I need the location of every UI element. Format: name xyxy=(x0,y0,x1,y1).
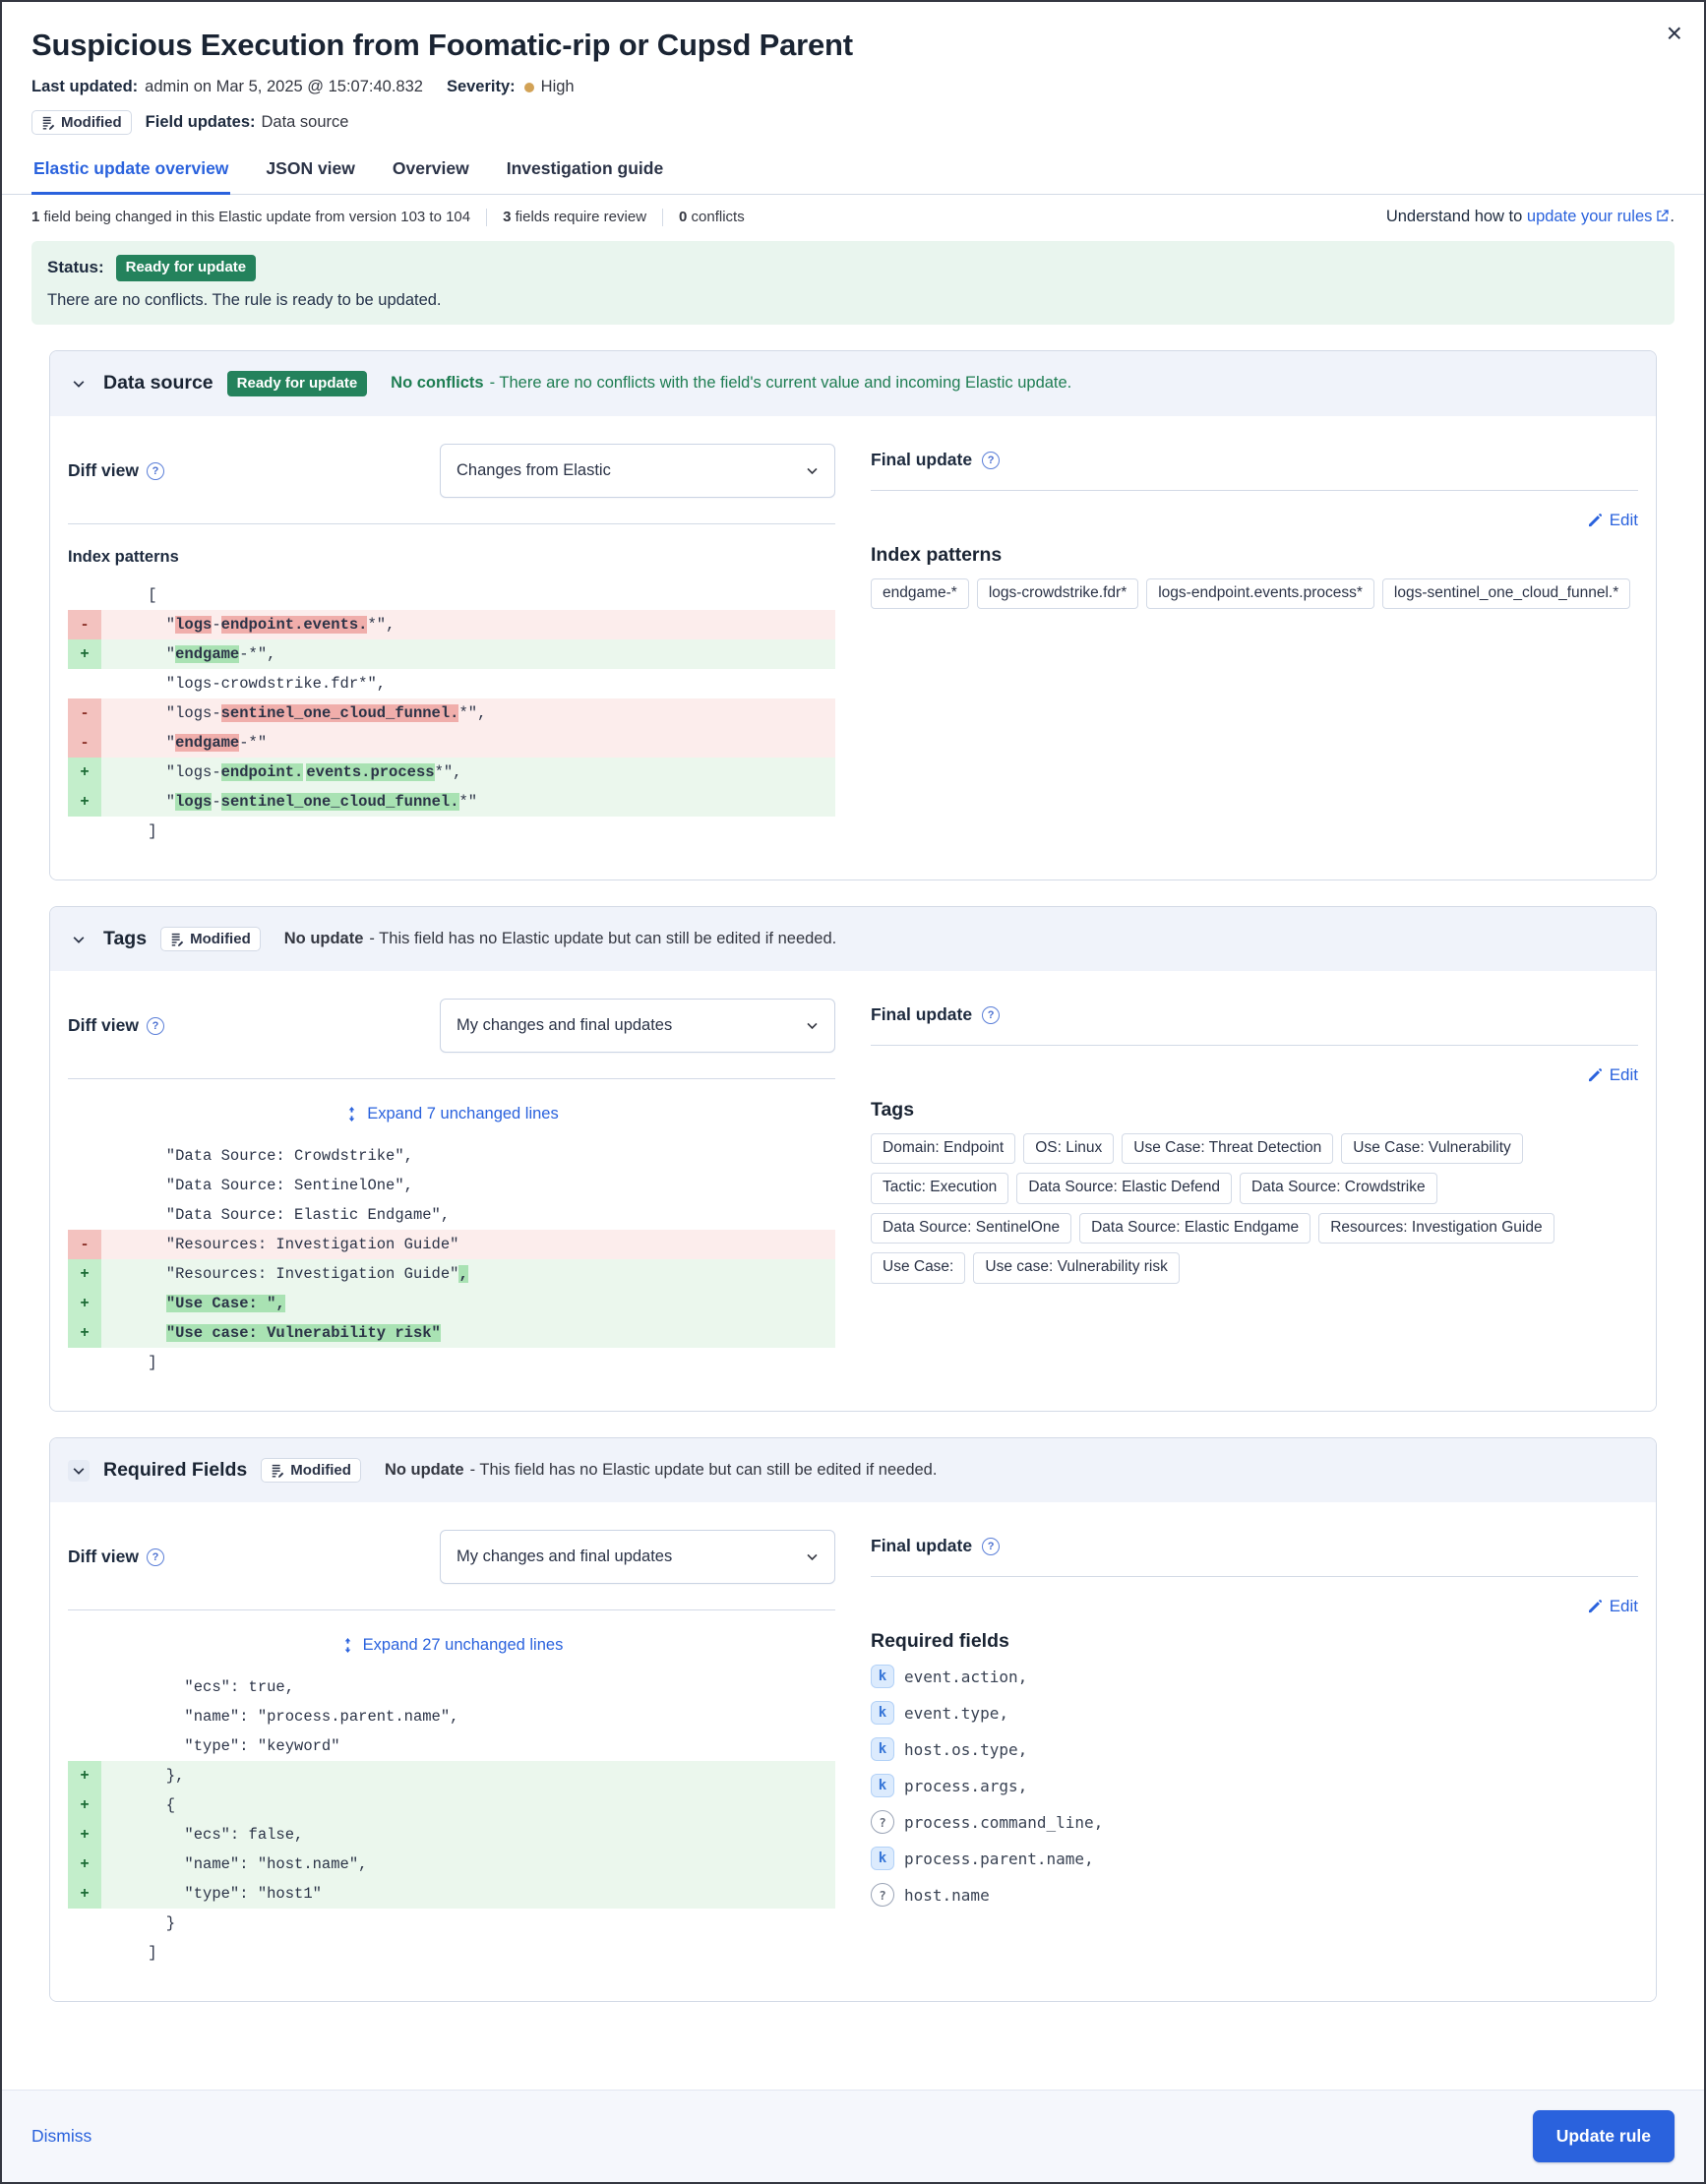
required-field-row xyxy=(871,1701,1638,1725)
understand-text: Understand how to update your rules . xyxy=(1385,208,1675,225)
status-callout xyxy=(31,241,1675,325)
chevron-down-icon[interactable] xyxy=(68,929,90,950)
section-status-text: No conflicts - There are no conflicts with the field's current value and incoming Elastic update. xyxy=(391,374,1072,393)
modified-icon xyxy=(41,116,55,130)
added-line-gutter: + xyxy=(68,1761,101,1790)
added-line-gutter: + xyxy=(68,758,101,787)
required-field-name: event.type, xyxy=(904,1703,1008,1723)
required-field-name: event.action, xyxy=(904,1667,1028,1686)
required-fields-list xyxy=(871,1665,1638,1907)
field-sections xyxy=(2,350,1704,2029)
divider xyxy=(68,1078,835,1079)
ready-for-update-badge: Ready for update xyxy=(227,371,368,397)
final-update-label: Final update ? xyxy=(871,999,1638,1046)
required-field-row xyxy=(871,1665,1638,1688)
final-update-label: Final update ? xyxy=(871,1530,1638,1577)
keyword-type-icon: k xyxy=(871,1665,894,1688)
index-patterns-badges xyxy=(871,578,1638,609)
close-icon[interactable]: × xyxy=(1661,14,1688,53)
divider xyxy=(486,209,487,226)
final-update-column xyxy=(871,999,1638,1377)
section-title: Tags xyxy=(103,928,148,949)
diff-line-add: + { xyxy=(68,1790,835,1820)
severity-dot-icon xyxy=(524,83,534,92)
severity-label: Severity: xyxy=(446,78,516,95)
required-field-row xyxy=(871,1883,1638,1907)
severity-value: High xyxy=(540,78,575,95)
tab-overview[interactable]: Overview xyxy=(391,154,471,194)
unknown-type-icon: ? xyxy=(871,1883,894,1907)
value-badge: Use Case: Vulnerability xyxy=(1341,1133,1523,1164)
diff-line-del: - "Resources: Investigation Guide" xyxy=(68,1230,835,1259)
diff-line-ctx: "Data Source: SentinelOne", xyxy=(68,1171,835,1200)
context-line-gutter xyxy=(68,1141,101,1171)
modified-icon xyxy=(170,933,184,946)
required-field-name: process.args, xyxy=(904,1776,1028,1795)
diff-code-block xyxy=(68,580,835,846)
help-icon[interactable]: ? xyxy=(982,1538,1000,1555)
required-fields-heading: Required fields xyxy=(871,1630,1009,1652)
modified-badge xyxy=(31,110,132,135)
section-data-source xyxy=(49,350,1657,881)
removed-line-gutter: - xyxy=(68,728,101,758)
context-line-gutter xyxy=(68,1731,101,1761)
modified-icon xyxy=(271,1464,284,1478)
diff-view-select[interactable]: My changes and final updates xyxy=(440,999,835,1053)
chevron-down-icon[interactable] xyxy=(68,373,90,394)
tab-investigation-guide[interactable]: Investigation guide xyxy=(505,154,665,194)
diff-line-ctx: ] xyxy=(68,1348,835,1377)
required-field-row xyxy=(871,1737,1638,1761)
tab-json-view[interactable]: JSON view xyxy=(264,154,356,194)
value-badge: logs-endpoint.events.process* xyxy=(1146,578,1374,609)
help-icon[interactable]: ? xyxy=(147,462,164,480)
added-line-gutter: + xyxy=(68,1820,101,1850)
section-title: Required Fields xyxy=(103,1459,248,1481)
value-badge: Domain: Endpoint xyxy=(871,1133,1015,1164)
dismiss-button[interactable]: Dismiss xyxy=(31,2126,92,2146)
diff-line-del: - "logs-endpoint.events.*", xyxy=(68,610,835,639)
diff-line-ctx: "type": "keyword" xyxy=(68,1731,835,1761)
diff-line-add: + "name": "host.name", xyxy=(68,1850,835,1879)
required-field-row xyxy=(871,1847,1638,1870)
edit-button[interactable]: Edit xyxy=(1587,1597,1638,1616)
edit-button[interactable]: Edit xyxy=(1587,1065,1638,1085)
context-line-gutter xyxy=(68,1200,101,1230)
help-icon[interactable]: ? xyxy=(982,452,1000,469)
section-title: Data source xyxy=(103,372,213,394)
diff-view-select[interactable]: Changes from Elastic xyxy=(440,444,835,498)
value-badge: Tactic: Execution xyxy=(871,1173,1008,1203)
value-badge: Use case: Vulnerability risk xyxy=(973,1252,1180,1283)
added-line-gutter: + xyxy=(68,1259,101,1289)
divider xyxy=(68,1609,835,1610)
section-body xyxy=(50,416,1656,880)
section-header xyxy=(50,907,1656,971)
fields-require-review-summary: 3 fields require review xyxy=(503,209,647,225)
diff-line-del: - "endgame-*" xyxy=(68,728,835,758)
value-badge: Data Source: Elastic Defend xyxy=(1016,1173,1232,1203)
value-badge: endgame-* xyxy=(871,578,969,609)
diff-line-ctx: ] xyxy=(68,1938,835,1968)
added-line-gutter: + xyxy=(68,1850,101,1879)
modified-badge-label: Modified xyxy=(61,114,122,131)
section-header xyxy=(50,351,1656,417)
update-your-rules-link[interactable]: update your rules xyxy=(1526,208,1653,225)
chevron-down-icon[interactable] xyxy=(68,1460,90,1482)
chevron-down-icon xyxy=(806,1550,819,1563)
diff-column xyxy=(68,444,835,846)
section-status-text: No update - This field has no Elastic update but can still be edited if needed. xyxy=(283,930,837,947)
diff-view-label: Diff view ? xyxy=(68,460,164,481)
diff-line-ctx: [ xyxy=(68,580,835,610)
help-icon[interactable]: ? xyxy=(147,1548,164,1566)
flyout-header xyxy=(2,2,1704,135)
section-header xyxy=(50,1438,1656,1502)
diff-column xyxy=(68,1530,835,1968)
context-line-gutter xyxy=(68,580,101,610)
help-icon[interactable]: ? xyxy=(982,1006,1000,1024)
rule-badges xyxy=(31,110,1675,135)
diff-line-ctx: "Data Source: Elastic Endgame", xyxy=(68,1200,835,1230)
diff-line-add: + "Use Case: ", xyxy=(68,1289,835,1318)
required-field-row xyxy=(871,1810,1638,1834)
context-line-gutter xyxy=(68,817,101,846)
context-line-gutter xyxy=(68,1702,101,1731)
diff-line-add: + "logs-sentinel_one_cloud_funnel.*" xyxy=(68,787,835,817)
diff-line-ctx: ] xyxy=(68,817,835,846)
added-line-gutter: + xyxy=(68,1289,101,1318)
keyword-type-icon: k xyxy=(871,1737,894,1761)
required-field-name: host.os.type, xyxy=(904,1739,1028,1759)
conflicts-summary: 0 conflicts xyxy=(679,209,745,225)
value-badge: logs-crowdstrike.fdr* xyxy=(977,578,1138,609)
added-line-gutter: + xyxy=(68,1879,101,1909)
keyword-type-icon: k xyxy=(871,1847,894,1870)
context-line-gutter xyxy=(68,1348,101,1377)
help-icon[interactable]: ? xyxy=(147,1017,164,1035)
value-badge: Data Source: SentinelOne xyxy=(871,1213,1071,1244)
keyword-type-icon: k xyxy=(871,1701,894,1725)
context-line-gutter xyxy=(68,1672,101,1702)
required-field-name: host.name xyxy=(904,1885,990,1905)
section-required-fields xyxy=(49,1437,1657,2002)
added-line-gutter: + xyxy=(68,1318,101,1348)
update-info-strip xyxy=(2,195,1704,237)
modified-badge: Modified xyxy=(261,1458,361,1483)
chevron-down-icon xyxy=(806,464,819,477)
flyout-footer xyxy=(2,2090,1704,2182)
context-line-gutter xyxy=(68,1938,101,1968)
last-updated-value: admin on Mar 5, 2025 @ 15:07:40.832 xyxy=(145,78,423,95)
fields-changed-summary: 1 field being changed in this Elastic update from version 103 to 104 xyxy=(31,209,471,225)
pencil-icon xyxy=(1587,513,1603,528)
page-title: Suspicious Execution from Foomatic-rip or Cupsd Parent xyxy=(31,28,853,62)
pencil-icon xyxy=(1587,1599,1603,1614)
value-badge: Use Case: xyxy=(871,1252,965,1283)
context-line-gutter xyxy=(68,669,101,698)
required-field-name: process.command_line, xyxy=(904,1812,1104,1832)
section-status-text: No update - This field has no Elastic update but can still be edited if needed. xyxy=(384,1461,938,1479)
diff-line-add: + "endgame-*", xyxy=(68,639,835,669)
chevron-down-icon xyxy=(806,1019,819,1032)
tab-bar xyxy=(2,154,1704,195)
diff-line-ctx: } xyxy=(68,1909,835,1938)
tags-badges xyxy=(871,1133,1638,1284)
diff-line-add: + "logs-endpoint. events.process*", xyxy=(68,758,835,787)
unknown-type-icon: ? xyxy=(871,1810,894,1834)
added-line-gutter: + xyxy=(68,1790,101,1820)
section-tags xyxy=(49,906,1657,1412)
removed-line-gutter: - xyxy=(68,610,101,639)
diff-line-ctx: "name": "process.parent.name", xyxy=(68,1702,835,1731)
field-updates-label: Field updates: xyxy=(145,113,256,131)
edit-button[interactable]: Edit xyxy=(1587,511,1638,530)
value-badge: Use Case: Threat Detection xyxy=(1122,1133,1333,1164)
expand-icon xyxy=(340,1638,355,1653)
diff-line-add: + }, xyxy=(68,1761,835,1790)
removed-line-gutter: - xyxy=(68,1230,101,1259)
value-badge: Resources: Investigation Guide xyxy=(1318,1213,1554,1244)
external-link-icon xyxy=(1656,209,1670,222)
final-update-column xyxy=(871,1530,1638,1968)
context-line-gutter xyxy=(68,1909,101,1938)
update-rule-button[interactable]: Update rule xyxy=(1533,2110,1675,2162)
field-updates-value: Data source xyxy=(261,113,349,131)
value-badge: Data Source: Elastic Endgame xyxy=(1079,1213,1310,1244)
pencil-icon xyxy=(1587,1067,1603,1083)
context-line-gutter xyxy=(68,1171,101,1200)
required-field-name: process.parent.name, xyxy=(904,1849,1094,1868)
diff-line-add: + "ecs": false, xyxy=(68,1820,835,1850)
rule-meta xyxy=(31,78,1675,96)
tab-elastic-update-overview[interactable]: Elastic update overview xyxy=(31,154,230,194)
divider xyxy=(68,523,835,524)
final-update-column xyxy=(871,444,1638,846)
diff-line-ctx: "Data Source: Crowdstrike", xyxy=(68,1141,835,1171)
diff-view-label: Diff view ? xyxy=(68,1547,164,1567)
diff-line-ctx: "ecs": true, xyxy=(68,1672,835,1702)
diff-line-add: + "type": "host1" xyxy=(68,1879,835,1909)
status-label: Status: xyxy=(47,258,104,277)
value-badge: Data Source: Crowdstrike xyxy=(1240,1173,1437,1203)
diff-view-select[interactable]: My changes and final updates xyxy=(440,1530,835,1584)
status-badge: Ready for update xyxy=(116,255,257,281)
value-badge: OS: Linux xyxy=(1023,1133,1114,1164)
status-description: There are no conflicts. The rule is ready to be updated. xyxy=(47,290,442,309)
diff-line-add: + "Use case: Vulnerability risk" xyxy=(68,1318,835,1348)
diff-line-add: + "Resources: Investigation Guide", xyxy=(68,1259,835,1289)
required-field-row xyxy=(871,1774,1638,1797)
keyword-type-icon: k xyxy=(871,1774,894,1797)
diff-line-del: - "logs-sentinel_one_cloud_funnel.*", xyxy=(68,698,835,728)
expand-unchanged-lines-button[interactable]: Expand 27 unchanged lines xyxy=(340,1636,564,1655)
index-patterns-heading: Index patterns xyxy=(871,544,1003,566)
tags-heading: Tags xyxy=(871,1099,915,1121)
section-body xyxy=(50,1502,1656,2001)
divider xyxy=(662,209,663,226)
diff-column xyxy=(68,999,835,1377)
added-line-gutter: + xyxy=(68,639,101,669)
added-line-gutter: + xyxy=(68,787,101,817)
removed-line-gutter: - xyxy=(68,698,101,728)
final-update-label: Final update ? xyxy=(871,444,1638,491)
diff-code-label: Index patterns xyxy=(68,548,179,566)
expand-icon xyxy=(344,1107,359,1122)
expand-unchanged-lines-button[interactable]: Expand 7 unchanged lines xyxy=(344,1105,559,1123)
diff-code-block xyxy=(68,1672,835,1968)
diff-view-label: Diff view ? xyxy=(68,1015,164,1036)
value-badge: logs-sentinel_one_cloud_funnel.* xyxy=(1382,578,1630,609)
modified-badge: Modified xyxy=(160,927,261,951)
diff-line-ctx: "logs-crowdstrike.fdr*", xyxy=(68,669,835,698)
diff-code-block xyxy=(68,1141,835,1377)
last-updated-label: Last updated: xyxy=(31,78,139,95)
section-body xyxy=(50,971,1656,1411)
